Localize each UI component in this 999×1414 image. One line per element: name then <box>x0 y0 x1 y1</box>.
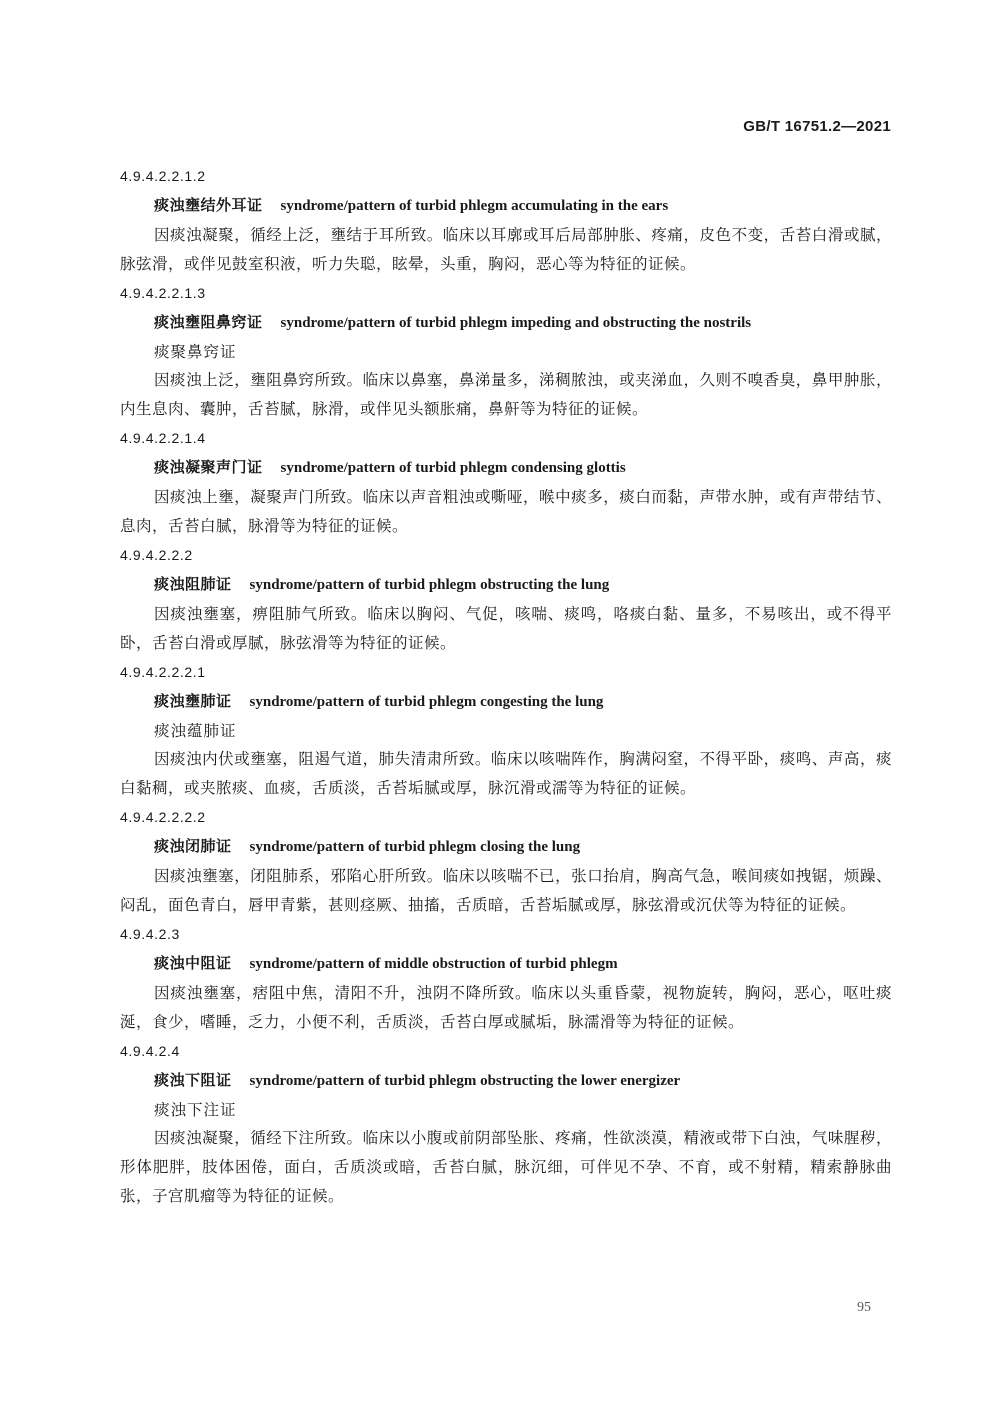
term-english: syndrome/pattern of turbid phlegm congesting the lung <box>249 694 604 710</box>
entry-definition: 因痰浊上泛，壅阻鼻窍所致。临床以鼻塞，鼻涕量多，涕稠脓浊，或夹涕血，久则不嗅香臭，鼻甲肿胀，内生息肉、囊肿，舌苔腻，脉滑，或伴见头额胀痛，鼻鼾等为特征的证候。 <box>120 371 892 418</box>
entry-definition: 因痰浊内伏或壅塞，阻遏气道，肺失清肃所致。临床以咳喘阵作，胸满闷窒，不得平卧，痰鸣、声高，痰白黏稠，或夹脓痰、血痰，舌质淡，舌苔垢腻或厚，脉沉滑或濡等为特征的证候。 <box>120 750 892 797</box>
entry-term <box>120 831 892 862</box>
entry-4-9-4-2-2-2-1 <box>120 658 892 803</box>
entry-term <box>120 1065 892 1096</box>
document-body <box>120 162 892 1211</box>
entry-number: 4.9.4.2.2.1.4 <box>120 430 206 446</box>
entry-definition: 因痰浊凝聚，循经下注所致。临床以小腹或前阴部坠胀、疼痛，性欲淡漠，精液或带下白浊，气味腥秽，形体肥胖，肢体困倦，面白，舌质淡或暗，舌苔白腻，脉沉细，可伴见不孕、不育，或不射精，精索静脉曲张，子宫肌瘤等为特征的证候。 <box>120 1129 892 1205</box>
entry-synonym: 痰聚鼻窍证 <box>154 343 237 361</box>
entry-number: 4.9.4.2.2.2.1 <box>120 664 206 680</box>
entry-number: 4.9.4.2.2.2.2 <box>120 809 206 825</box>
entry-definition: 因痰浊壅塞，痞阻中焦，清阳不升，浊阴不降所致。临床以头重昏蒙，视物旋转，胸闷，恶心，呕吐痰涎，食少，嗜睡，乏力，小便不利，舌质淡，舌苔白厚或腻垢，脉濡滑等为特征的证候。 <box>120 984 892 1031</box>
entry-synonym: 痰浊下注证 <box>154 1101 237 1119</box>
entry-synonym: 痰浊蕴肺证 <box>154 722 237 740</box>
entry-4-9-4-2-2-1-4 <box>120 424 892 541</box>
entry-term <box>120 307 892 338</box>
term-chinese: 痰浊凝聚声门证 <box>154 458 263 476</box>
entry-4-9-4-2-2-2 <box>120 541 892 658</box>
entry-term <box>120 452 892 483</box>
term-english: syndrome/pattern of turbid phlegm impeding and obstructing the nostrils <box>280 315 752 331</box>
term-chinese: 痰浊阻肺证 <box>154 575 232 593</box>
entry-number: 4.9.4.2.3 <box>120 926 180 942</box>
entry-term <box>120 948 892 979</box>
term-english: syndrome/pattern of turbid phlegm condensing glottis <box>280 460 626 476</box>
entry-number: 4.9.4.2.4 <box>120 1043 180 1059</box>
entry-definition: 因痰浊凝聚，循经上泛，壅结于耳所致。临床以耳廓或耳后局部肿胀、疼痛，皮色不变，舌苔白滑或腻，脉弦滑，或伴见鼓室积液，听力失聪，眩晕，头重，胸闷，恶心等为特征的证候。 <box>120 226 892 273</box>
term-chinese: 痰浊中阻证 <box>154 954 232 972</box>
term-english: syndrome/pattern of turbid phlegm accumulating in the ears <box>280 198 669 214</box>
term-english: syndrome/pattern of middle obstruction of turbid phlegm <box>249 956 618 972</box>
entry-definition: 因痰浊上壅，凝聚声门所致。临床以声音粗浊或嘶哑，喉中痰多，痰白而黏，声带水肿，或有声带结节、息肉，舌苔白腻，脉滑等为特征的证候。 <box>120 488 892 535</box>
entry-4-9-4-2-2-1-3 <box>120 279 892 424</box>
term-english: syndrome/pattern of turbid phlegm closing the lung <box>249 839 581 855</box>
term-chinese: 痰浊下阻证 <box>154 1071 232 1089</box>
entry-4-9-4-2-2-1-2 <box>120 162 892 279</box>
term-chinese: 痰浊壅结外耳证 <box>154 196 263 214</box>
entry-number: 4.9.4.2.2.1.2 <box>120 168 206 184</box>
entry-4-9-4-2-3 <box>120 920 892 1037</box>
term-chinese: 痰浊壅阻鼻窍证 <box>154 313 263 331</box>
entry-term <box>120 190 892 221</box>
term-chinese: 痰浊闭肺证 <box>154 837 232 855</box>
entry-number: 4.9.4.2.2.1.3 <box>120 285 206 301</box>
term-chinese: 痰浊壅肺证 <box>154 692 232 710</box>
entry-4-9-4-2-2-2-2 <box>120 803 892 920</box>
page-number: 95 <box>857 1300 871 1315</box>
term-english: syndrome/pattern of turbid phlegm obstructing the lung <box>249 577 610 593</box>
entry-number: 4.9.4.2.2.2 <box>120 547 193 563</box>
entry-term <box>120 686 892 717</box>
entry-term <box>120 569 892 600</box>
term-english: syndrome/pattern of turbid phlegm obstructing the lower energizer <box>249 1073 681 1089</box>
entry-4-9-4-2-4 <box>120 1037 892 1211</box>
standard-code: GB/T 16751.2—2021 <box>743 118 891 135</box>
entry-definition: 因痰浊壅塞，闭阻肺系，邪陷心肝所致。临床以咳喘不已，张口抬肩，胸高气急，喉间痰如拽锯，烦躁、闷乱，面色青白，唇甲青紫，甚则痉厥、抽搐，舌质暗，舌苔垢腻或厚，脉弦滑或沉伏等为特征的证候。 <box>120 867 892 914</box>
entry-definition: 因痰浊壅塞，痹阻肺气所致。临床以胸闷、气促，咳喘、痰鸣，咯痰白黏、量多，不易咳出，或不得平卧，舌苔白滑或厚腻，脉弦滑等为特征的证候。 <box>120 605 892 652</box>
